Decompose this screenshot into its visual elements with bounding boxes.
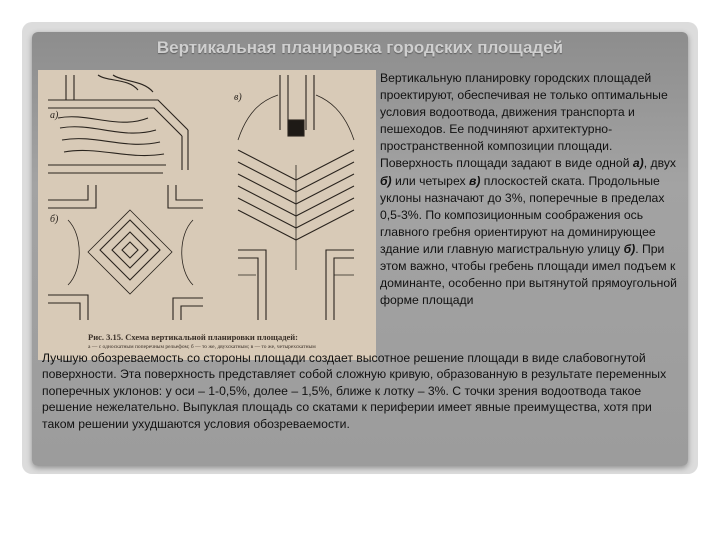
right-text-part-1: Вертикальную планировку городских площадей проектируют, обеспечивая не только оптимальные условия водоотвода, движения транспорта и пешеходов. Ее подчиняют архитектурно-пространственной композиции площади. Поверхность площади задают в виде одной: [380, 71, 668, 171]
variant-v-ref: в): [468, 173, 481, 188]
slide-title: Вертикальная планировка городских площадей: [156, 38, 564, 57]
bottom-paragraph: Лучшую обозреваемость со стороны площади создает высотное решение площади в виде слабовогнутой поверхности. Эта поверхность представляет собой сложную кривую, образованную в результате переменных поперечных уклонов: у оси – 1-0,5%, долее – 1,5%, ближе к лотку – 3%. С точки зрения водоотвода такое решение нежелательно. Выпуклая площадь со скатами к периферии имеет явные преимущества, хотя при таком решении ухудшаются условия обозреваемости.: [42, 351, 667, 431]
slide: [32, 32, 688, 466]
figure-caption-legend: а — с односкатным поперечным рельефом; б — то же, двухскатным; в — то же, четырехскатным: [88, 344, 316, 350]
planning-scheme-figure: [38, 70, 376, 360]
planning-scheme-drawing: [38, 70, 376, 360]
right-text-part-3: или четырех: [391, 173, 469, 188]
label-b: б): [50, 214, 59, 225]
variant-a-ref: а): [632, 156, 644, 171]
variant-b-ref: б): [380, 173, 392, 188]
right-text-part-4: плоскостей ската. Продольные уклоны назначают до 3%, поперечные в пределах 0,5-3%. По композиционным соображения ось главного гребня ориентируют на доминирующее здание или главную магистральную улицу: [380, 173, 665, 256]
right-text-part-5: . При этом важно, чтобы гребень площади имел подъем к доминанте, особенно при вытянутой прямоугольной форме площади: [380, 241, 677, 308]
figure-caption-title: Рис. 3.15. Схема вертикальной планировки площадей:: [88, 332, 299, 342]
right-paragraph: [380, 70, 680, 309]
right-text-part-2: , двух: [643, 156, 677, 171]
figure-caption: [88, 332, 373, 351]
label-v: в): [234, 92, 242, 103]
label-a: а): [50, 110, 59, 121]
variant-b-ref-2: б): [623, 241, 636, 256]
